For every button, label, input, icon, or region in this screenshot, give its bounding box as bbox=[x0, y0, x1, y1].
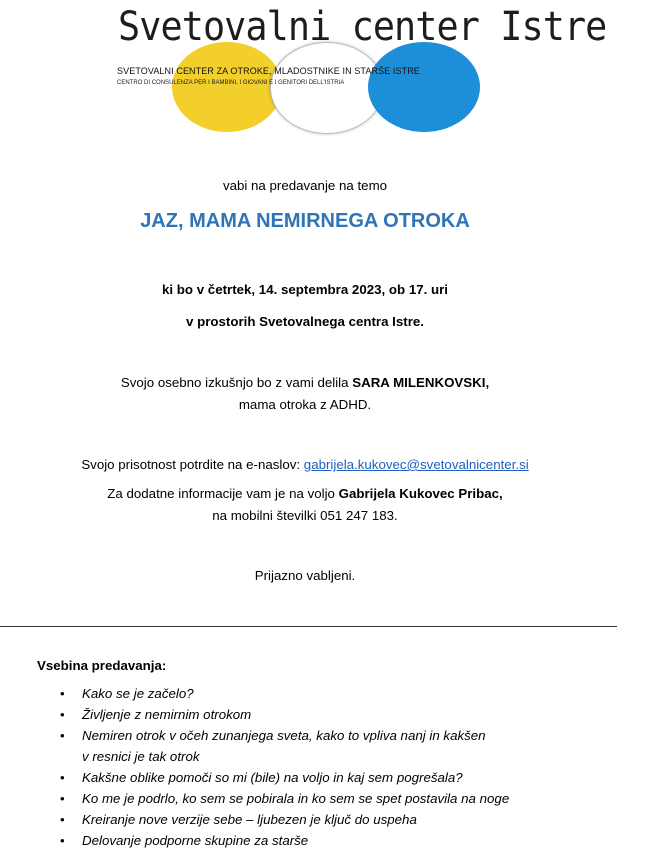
bullet-icon: • bbox=[60, 728, 65, 743]
section-divider bbox=[0, 626, 617, 627]
logo-white-circle bbox=[270, 42, 384, 134]
contact-name: Gabrijela Kukovec Pribac, bbox=[338, 486, 503, 501]
rsvp-prefix: Svojo prisotnost potrdite na e-naslov: bbox=[81, 457, 304, 472]
logo-title: Svetovalni center Istre bbox=[118, 4, 607, 50]
list-item bbox=[60, 809, 620, 830]
list-item-text: Življenje z nemirnim otrokom bbox=[82, 707, 252, 722]
info-prefix: Za dodatne informacije vam je na voljo bbox=[107, 486, 339, 501]
list-item-text: Nemiren otrok v očeh zunanjega sveta, kako to vpliva nanj in kakšen bbox=[82, 728, 486, 743]
speaker-description: mama otroka z ADHD. bbox=[238, 397, 372, 412]
list-item bbox=[60, 767, 620, 788]
event-title: JAZ, MAMA NEMIRNEGA OTROKA bbox=[140, 210, 470, 232]
logo-blue-circle bbox=[368, 42, 480, 132]
list-item-text: Kreiranje nove verzije sebe – ljubezen je ključ do uspeha bbox=[82, 812, 417, 827]
speaker-name: SARA MILENKOVSKI, bbox=[352, 375, 490, 390]
list-item-text: Kakšne oblike pomoči so mi (bile) na voljo in kaj sem pogrešala? bbox=[82, 770, 463, 785]
agenda-list bbox=[60, 683, 620, 851]
logo-subtitle-sl: SVETOVALNI CENTER ZA OTROKE, MLADOSTNIKE IN STARŠE ISTRE bbox=[117, 66, 420, 77]
event-date: ki bo v četrtek, 14. septembra 2023, ob 17. uri bbox=[161, 282, 448, 297]
bullet-icon: • bbox=[60, 791, 65, 806]
logo bbox=[0, 0, 653, 140]
list-item-text: Ko me je podrlo, ko sem se pobirala in ko sem se spet postavila na noge bbox=[82, 791, 510, 806]
list-item-text: Kako se je začelo? bbox=[82, 686, 194, 701]
logo-yellow-circle bbox=[172, 42, 282, 132]
list-item bbox=[60, 788, 620, 809]
bullet-icon: • bbox=[60, 770, 65, 785]
list-item bbox=[60, 725, 620, 767]
list-item bbox=[60, 830, 620, 851]
closing-text: Prijazno vabljeni. bbox=[254, 568, 356, 583]
agenda-heading: Vsebina predavanja: bbox=[37, 658, 167, 673]
list-item-text-continued: v resnici je tak otrok bbox=[82, 749, 200, 764]
bullet-icon: • bbox=[60, 686, 65, 701]
info-line bbox=[0, 486, 610, 501]
invite-intro: vabi na predavanje na temo bbox=[222, 178, 388, 193]
list-item-text: Delovanje podporne skupine za starše bbox=[82, 833, 309, 848]
event-location: v prostorih Svetovalnega centra Istre. bbox=[186, 314, 424, 329]
logo-subtitle-it: CENTRO DI CONSULENZA PER I BAMBINI, I GIOVANI E I GENITORI DELL'ISTRIA bbox=[117, 79, 345, 86]
list-item bbox=[60, 683, 620, 704]
bullet-icon: • bbox=[60, 833, 65, 848]
email-link[interactable]: gabrijela.kukovec@svetovalnicenter.si bbox=[303, 457, 529, 472]
bullet-icon: • bbox=[60, 812, 65, 827]
list-item bbox=[60, 704, 620, 725]
speaker-line bbox=[0, 375, 610, 390]
bullet-icon: • bbox=[60, 707, 65, 722]
rsvp-line bbox=[0, 457, 610, 472]
speaker-prefix: Svojo osebno izkušnjo bo z vami delila bbox=[120, 375, 353, 390]
phone-line: na mobilni številki 051 247 183. bbox=[212, 508, 398, 523]
